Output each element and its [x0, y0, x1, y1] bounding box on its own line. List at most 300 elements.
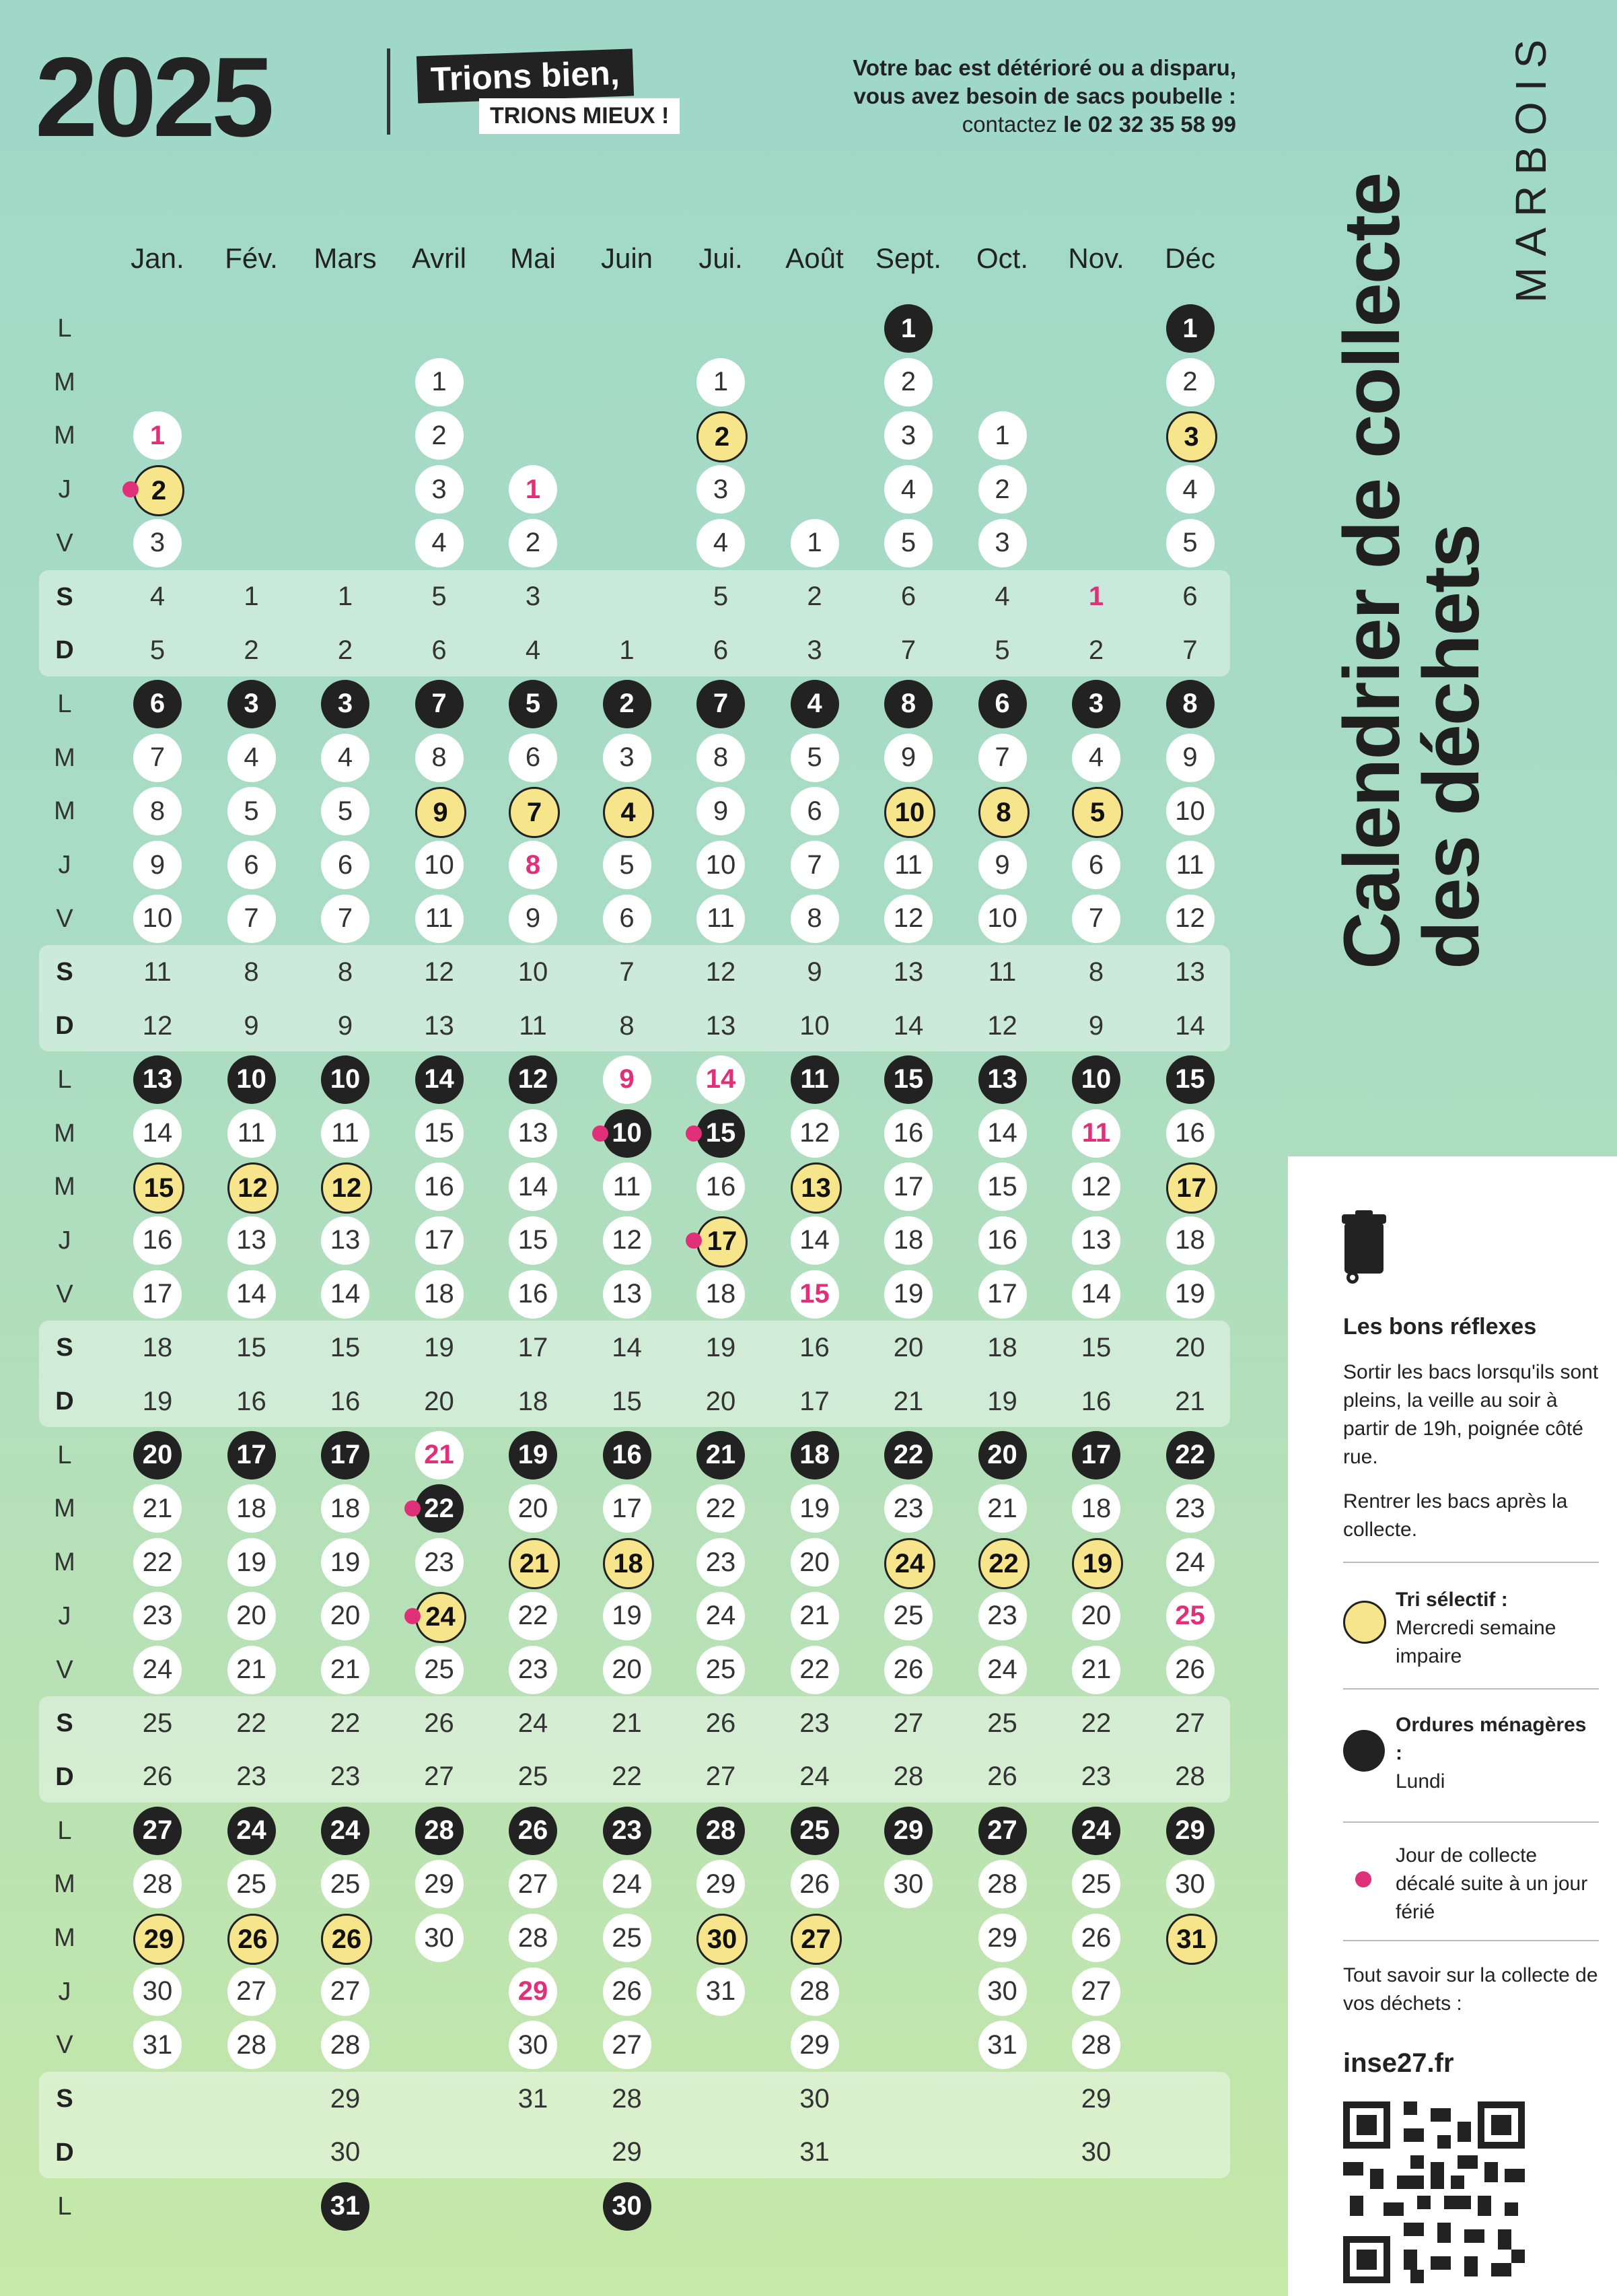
day-cell: 11 — [415, 895, 464, 943]
day-cell: 2 — [884, 358, 933, 407]
household-waste-day: 21 — [696, 1431, 745, 1480]
contact-phone: le 02 32 35 58 99 — [1056, 112, 1236, 137]
weekday-letter: M — [54, 1548, 75, 1577]
day-cell: 5 — [227, 787, 276, 835]
day-cell: 4 — [149, 582, 166, 611]
day-cell: 24 — [696, 1592, 745, 1640]
day-cell: 12 — [1166, 895, 1215, 943]
day-cell: 20 — [321, 1592, 369, 1640]
day-cell: 8 — [415, 734, 464, 782]
day-cell: 29 — [612, 2137, 642, 2167]
day-cell: 4 — [227, 734, 276, 782]
day-cell: 15 — [415, 1109, 464, 1158]
day-cell: 18 — [517, 1386, 548, 1416]
household-waste-day: 31 — [321, 2182, 369, 2231]
household-waste-day: 3 — [1072, 680, 1120, 728]
day-cell: 3 — [133, 519, 182, 567]
day-cell: 1 — [337, 582, 353, 611]
day-cell: 21 — [1175, 1386, 1205, 1416]
day-cell: 15 — [978, 1162, 1027, 1211]
day-cell: 28 — [321, 2021, 369, 2069]
weekday-letter: V — [56, 904, 73, 933]
day-cell: 23 — [509, 1646, 557, 1694]
day-cell: 25 — [142, 1708, 173, 1738]
recycling-day: 19 — [1072, 1538, 1123, 1589]
shifted-collection-dot — [686, 1125, 702, 1142]
day-cell: 19 — [227, 1538, 276, 1587]
calendar-year: 2025 — [35, 34, 271, 160]
day-cell: 16 — [330, 1386, 361, 1416]
day-cell: 23 — [236, 1762, 266, 1792]
household-waste-day: 27 — [978, 1807, 1027, 1855]
day-cell: 9 — [133, 841, 182, 889]
day-cell: 7 — [791, 841, 839, 889]
day-cell: 16 — [884, 1109, 933, 1158]
day-cell: 30 — [330, 2137, 361, 2167]
commune-name: MARBOIS — [1507, 28, 1555, 303]
household-waste-day: 27 — [133, 1807, 182, 1855]
day-cell: 28 — [227, 2021, 276, 2069]
day-cell: 16 — [696, 1162, 745, 1211]
recycling-day: 21 — [509, 1538, 560, 1589]
day-cell: 15 — [1081, 1332, 1112, 1362]
day-cell: 13 — [321, 1216, 369, 1265]
month-header: Mars — [314, 242, 377, 274]
household-waste-day: 18 — [791, 1431, 839, 1480]
day-cell: 21 — [227, 1646, 276, 1694]
household-waste-day: 10 — [227, 1055, 276, 1104]
day-cell: 9 — [1088, 1010, 1104, 1041]
recycling-day: 4 — [603, 787, 654, 838]
legend-shift-text: Jour de collecte décalé suite à un jour férié — [1396, 1844, 1588, 1923]
household-waste-day: 2 — [603, 680, 651, 728]
qr-code-icon[interactable] — [1343, 2101, 1525, 2283]
day-cell: 20 — [1175, 1332, 1205, 1362]
day-cell: 20 — [424, 1386, 454, 1416]
recycling-day: 26 — [227, 1914, 279, 1965]
day-cell: 11 — [519, 1010, 547, 1041]
day-cell: 4 — [1072, 734, 1120, 782]
weekday-letter: L — [57, 314, 72, 343]
day-cell: 27 — [321, 1968, 369, 2016]
day-cell: 11 — [603, 1162, 651, 1211]
day-cell: 14 — [1175, 1010, 1205, 1041]
day-cell: 18 — [142, 1332, 173, 1362]
day-cell: 6 — [791, 787, 839, 835]
day-cell: 12 — [142, 1010, 173, 1041]
weekday-letter: J — [58, 1226, 71, 1255]
day-cell: 10 — [415, 841, 464, 889]
day-cell: 20 — [791, 1538, 839, 1587]
day-cell: 2 — [1088, 635, 1104, 665]
day-cell: 10 — [696, 841, 745, 889]
weekday-letter: J — [58, 1977, 71, 2006]
contact-line2: vous avez besoin de sacs poubelle : — [853, 83, 1236, 108]
recycling-day: 26 — [321, 1914, 372, 1965]
household-waste-day: 6 — [978, 680, 1027, 728]
slogan-line2: TRIONS MIEUX ! — [479, 98, 680, 134]
day-cell: 2 — [807, 582, 822, 611]
day-cell: 1 — [244, 582, 259, 611]
day-cell: 31 — [799, 2137, 830, 2167]
day-cell: 26 — [603, 1968, 651, 2016]
weekday-letter: L — [57, 1440, 72, 1469]
day-cell: 26 — [142, 1762, 173, 1792]
day-cell: 24 — [133, 1646, 182, 1694]
day-cell: 2 — [337, 635, 353, 665]
divider — [1343, 1940, 1599, 1941]
day-cell: 22 — [1081, 1708, 1112, 1738]
day-cell: 8 — [696, 734, 745, 782]
holiday-day: 1 — [1088, 582, 1104, 611]
day-cell: 3 — [525, 582, 541, 611]
weekday-letter: M — [54, 368, 75, 396]
day-cell: 29 — [791, 2021, 839, 2069]
household-waste-day: 28 — [696, 1807, 745, 1855]
household-waste-day: 15 — [884, 1055, 933, 1104]
day-cell: 27 — [893, 1708, 924, 1738]
household-waste-day: 8 — [884, 680, 933, 728]
household-waste-day: 17 — [1072, 1431, 1120, 1480]
day-cell: 16 — [133, 1216, 182, 1265]
day-cell: 4 — [884, 465, 933, 514]
weekday-letter: V — [56, 1655, 73, 1684]
day-cell: 27 — [1175, 1708, 1205, 1738]
day-cell: 19 — [705, 1332, 736, 1362]
contact-phone-line — [853, 110, 1236, 139]
recycling-day: 3 — [1166, 411, 1217, 462]
recycling-day: 12 — [227, 1162, 279, 1214]
recycling-day: 2 — [133, 465, 184, 516]
day-cell: 3 — [884, 411, 933, 460]
day-cell: 22 — [696, 1484, 745, 1533]
shifted-collection-dot — [404, 1500, 421, 1517]
household-waste-day: 15 — [696, 1109, 745, 1158]
day-cell: 8 — [244, 956, 259, 987]
day-cell: 16 — [509, 1270, 557, 1319]
month-header: Sept. — [875, 242, 942, 274]
day-cell: 21 — [321, 1646, 369, 1694]
household-waste-day: 11 — [791, 1055, 839, 1104]
day-cell: 11 — [321, 1109, 369, 1158]
day-cell: 13 — [1175, 956, 1205, 987]
day-cell: 27 — [1072, 1968, 1120, 2016]
household-waste-day: 6 — [133, 680, 182, 728]
day-cell: 9 — [696, 787, 745, 835]
day-cell: 7 — [1072, 895, 1120, 943]
weekday-letter: J — [58, 851, 71, 879]
weekday-letter: M — [54, 743, 75, 772]
day-cell: 11 — [884, 841, 933, 889]
day-cell: 2 — [509, 519, 557, 567]
day-cell: 3 — [696, 465, 745, 514]
day-cell: 18 — [1166, 1216, 1215, 1265]
weekday-letter: M — [54, 1119, 75, 1148]
info-text: Tout savoir sur la collecte de vos déchets : — [1343, 1964, 1598, 2015]
household-waste-day: 24 — [321, 1807, 369, 1855]
day-cell: 17 — [799, 1386, 830, 1416]
day-cell: 24 — [603, 1860, 651, 1908]
day-cell: 2 — [1166, 358, 1215, 407]
household-waste-day: 28 — [415, 1807, 464, 1855]
day-cell: 6 — [900, 582, 917, 611]
weekday-letter: J — [58, 475, 71, 504]
household-waste-day: 15 — [1166, 1055, 1215, 1104]
day-cell: 23 — [330, 1762, 361, 1792]
weekday-letter: M — [54, 1173, 75, 1202]
day-cell: 16 — [978, 1216, 1027, 1265]
household-waste-day: 26 — [509, 1807, 557, 1855]
weekday-letter: S — [56, 958, 73, 987]
day-cell: 11 — [988, 956, 1017, 987]
recycling-day: 24 — [415, 1592, 466, 1643]
day-cell: 22 — [791, 1646, 839, 1694]
month-header: Avril — [412, 242, 466, 274]
recycling-day: 10 — [884, 787, 935, 838]
day-cell: 25 — [987, 1708, 1017, 1738]
weekday-letter: D — [55, 1762, 74, 1791]
tips-text-return: Rentrer les bacs après la collecte. — [1343, 1490, 1568, 1541]
day-cell: 8 — [791, 895, 839, 943]
day-cell: 5 — [713, 582, 729, 611]
holiday-day: 25 — [1166, 1592, 1215, 1640]
shifted-collection-dot — [404, 1608, 421, 1624]
day-cell: 26 — [791, 1860, 839, 1908]
day-cell: 30 — [509, 2021, 557, 2069]
slogan-line1: Trions bien, — [417, 48, 634, 103]
recycling-day: 12 — [321, 1162, 372, 1214]
weekday-letter: S — [56, 2085, 73, 2114]
day-cell: 18 — [227, 1484, 276, 1533]
contact-prefix: contactez — [962, 112, 1057, 137]
day-cell: 4 — [415, 519, 464, 567]
divider — [1343, 1821, 1599, 1823]
day-cell: 8 — [133, 787, 182, 835]
shifted-collection-dot — [122, 481, 139, 497]
day-cell: 4 — [525, 635, 541, 665]
day-cell: 28 — [509, 1914, 557, 1962]
day-cell: 25 — [517, 1762, 548, 1792]
day-cell: 14 — [893, 1010, 924, 1041]
day-cell: 7 — [900, 635, 917, 665]
day-cell: 22 — [236, 1708, 266, 1738]
household-waste-day: 17 — [321, 1431, 369, 1480]
day-cell: 7 — [227, 895, 276, 943]
weekday-letter: D — [55, 1387, 74, 1416]
day-cell: 9 — [884, 734, 933, 782]
day-cell: 19 — [884, 1270, 933, 1319]
day-cell: 11 — [696, 895, 745, 943]
legend-tri-swatch — [1343, 1601, 1386, 1644]
day-cell: 9 — [807, 956, 822, 987]
recycling-day: 15 — [133, 1162, 184, 1214]
day-cell: 19 — [603, 1592, 651, 1640]
day-cell: 4 — [1166, 465, 1215, 514]
household-waste-day: 3 — [227, 680, 276, 728]
day-cell: 15 — [509, 1216, 557, 1265]
weekday-letter: M — [54, 1924, 75, 1952]
day-cell: 3 — [807, 635, 822, 665]
day-cell: 27 — [509, 1860, 557, 1908]
day-cell: 13 — [1072, 1216, 1120, 1265]
day-cell: 21 — [612, 1708, 642, 1738]
month-header: Oct. — [976, 242, 1028, 274]
household-waste-day: 12 — [509, 1055, 557, 1104]
day-cell: 7 — [321, 895, 369, 943]
day-cell: 6 — [321, 841, 369, 889]
household-waste-day: 10 — [1072, 1055, 1120, 1104]
day-cell: 29 — [415, 1860, 464, 1908]
day-cell: 10 — [799, 1010, 830, 1041]
day-cell: 28 — [612, 2083, 642, 2114]
recycling-day: 8 — [978, 787, 1030, 838]
holiday-day: 21 — [415, 1431, 464, 1480]
day-cell: 31 — [696, 1968, 745, 2016]
day-cell: 21 — [893, 1386, 924, 1416]
weekday-letter: D — [55, 1012, 74, 1041]
day-cell: 25 — [884, 1592, 933, 1640]
day-cell: 5 — [431, 582, 447, 611]
recycling-day: 31 — [1166, 1914, 1217, 1965]
day-cell: 23 — [696, 1538, 745, 1587]
day-cell: 21 — [1072, 1646, 1120, 1694]
day-cell: 5 — [791, 734, 839, 782]
day-cell: 26 — [1072, 1914, 1120, 1962]
day-cell: 27 — [603, 2021, 651, 2069]
day-cell: 10 — [1166, 787, 1215, 835]
day-cell: 3 — [415, 465, 464, 514]
day-cell: 8 — [619, 1010, 635, 1041]
weekday-letter: J — [58, 1601, 71, 1630]
month-header: Juin — [600, 242, 653, 274]
day-cell: 10 — [517, 956, 548, 987]
holiday-day: 9 — [603, 1055, 651, 1104]
recycling-day: 9 — [415, 787, 466, 838]
day-cell: 14 — [612, 1332, 642, 1362]
household-waste-day: 25 — [791, 1807, 839, 1855]
day-cell: 5 — [1166, 519, 1215, 567]
day-cell: 23 — [1166, 1484, 1215, 1533]
calendar-title — [1328, 173, 1496, 969]
day-cell: 31 — [133, 2021, 182, 2069]
day-cell: 16 — [415, 1162, 464, 1211]
day-cell: 28 — [978, 1860, 1027, 1908]
trash-bin-icon — [1340, 1210, 1388, 1284]
day-cell: 30 — [884, 1860, 933, 1908]
month-header: Fév. — [225, 242, 278, 274]
day-cell: 2 — [415, 411, 464, 460]
website-link[interactable]: inse27.fr — [1343, 2048, 1454, 2078]
day-cell: 20 — [509, 1484, 557, 1533]
day-cell: 16 — [236, 1386, 266, 1416]
legend-om-label: Ordures ménagères : — [1396, 1714, 1587, 1764]
day-cell: 10 — [978, 895, 1027, 943]
day-cell: 13 — [227, 1216, 276, 1265]
day-cell: 16 — [799, 1332, 830, 1362]
day-cell: 6 — [227, 841, 276, 889]
day-cell: 13 — [424, 1010, 454, 1041]
household-waste-day: 1 — [884, 304, 933, 353]
weekday-letter: S — [56, 582, 73, 611]
month-header: Jui. — [698, 242, 743, 274]
household-waste-day: 13 — [133, 1055, 182, 1104]
day-cell: 19 — [321, 1538, 369, 1587]
day-cell: 18 — [415, 1270, 464, 1319]
contact-line1: Votre bac est détérioré ou a disparu, — [853, 55, 1236, 80]
legend-tri-text: Mercredi semaine impaire — [1396, 1617, 1556, 1667]
day-cell: 25 — [321, 1860, 369, 1908]
day-cell: 13 — [603, 1270, 651, 1319]
day-cell: 29 — [696, 1860, 745, 1908]
day-cell: 4 — [995, 582, 1010, 611]
day-cell: 1 — [791, 519, 839, 567]
household-waste-day: 29 — [1166, 1807, 1215, 1855]
day-cell: 26 — [987, 1762, 1017, 1792]
day-cell: 12 — [424, 956, 454, 987]
household-waste-day: 22 — [1166, 1431, 1215, 1480]
day-cell: 12 — [987, 1010, 1017, 1041]
divider — [1343, 1562, 1599, 1563]
household-waste-day: 20 — [978, 1431, 1027, 1480]
day-cell: 12 — [603, 1216, 651, 1265]
day-cell: 21 — [978, 1484, 1027, 1533]
holiday-day: 29 — [509, 1968, 557, 2016]
day-cell: 27 — [227, 1968, 276, 2016]
day-cell: 26 — [884, 1646, 933, 1694]
shifted-collection-dot — [686, 1232, 702, 1249]
weekday-letter: V — [56, 2031, 73, 2060]
day-cell: 23 — [799, 1708, 830, 1738]
day-cell: 15 — [612, 1386, 642, 1416]
weekday-letter: D — [55, 636, 74, 665]
day-cell: 5 — [321, 787, 369, 835]
day-cell: 25 — [415, 1646, 464, 1694]
household-waste-day: 19 — [509, 1431, 557, 1480]
day-cell: 27 — [424, 1762, 454, 1792]
day-cell: 9 — [337, 1010, 353, 1041]
recycling-day: 29 — [133, 1914, 184, 1965]
day-cell: 14 — [133, 1109, 182, 1158]
recycling-day: 17 — [1166, 1162, 1217, 1214]
weekday-letter: M — [54, 421, 75, 450]
recycling-day: 22 — [978, 1538, 1030, 1589]
day-cell: 11 — [143, 956, 172, 987]
household-waste-day: 14 — [415, 1055, 464, 1104]
household-waste-day: 4 — [791, 680, 839, 728]
holiday-day: 1 — [133, 411, 182, 460]
weekday-letter: L — [57, 2192, 72, 2221]
day-cell: 18 — [696, 1270, 745, 1319]
day-cell: 7 — [619, 956, 635, 987]
day-cell: 30 — [1081, 2137, 1112, 2167]
household-waste-day: 22 — [415, 1484, 464, 1533]
day-cell: 26 — [1166, 1646, 1215, 1694]
weekday-letter: M — [54, 1870, 75, 1899]
day-cell: 19 — [424, 1332, 454, 1362]
holiday-day: 14 — [696, 1055, 745, 1104]
day-cell: 12 — [1072, 1162, 1120, 1211]
day-cell: 20 — [603, 1646, 651, 1694]
recycling-day: 7 — [509, 787, 560, 838]
day-cell: 7 — [1182, 635, 1198, 665]
household-waste-day: 8 — [1166, 680, 1215, 728]
month-header: Jan. — [131, 242, 184, 274]
month-header: Mai — [510, 242, 556, 274]
recycling-day: 17 — [696, 1216, 748, 1267]
tips-title: Les bons réflexes — [1343, 1314, 1537, 1340]
day-cell: 23 — [415, 1538, 464, 1587]
household-waste-day: 20 — [133, 1431, 182, 1480]
